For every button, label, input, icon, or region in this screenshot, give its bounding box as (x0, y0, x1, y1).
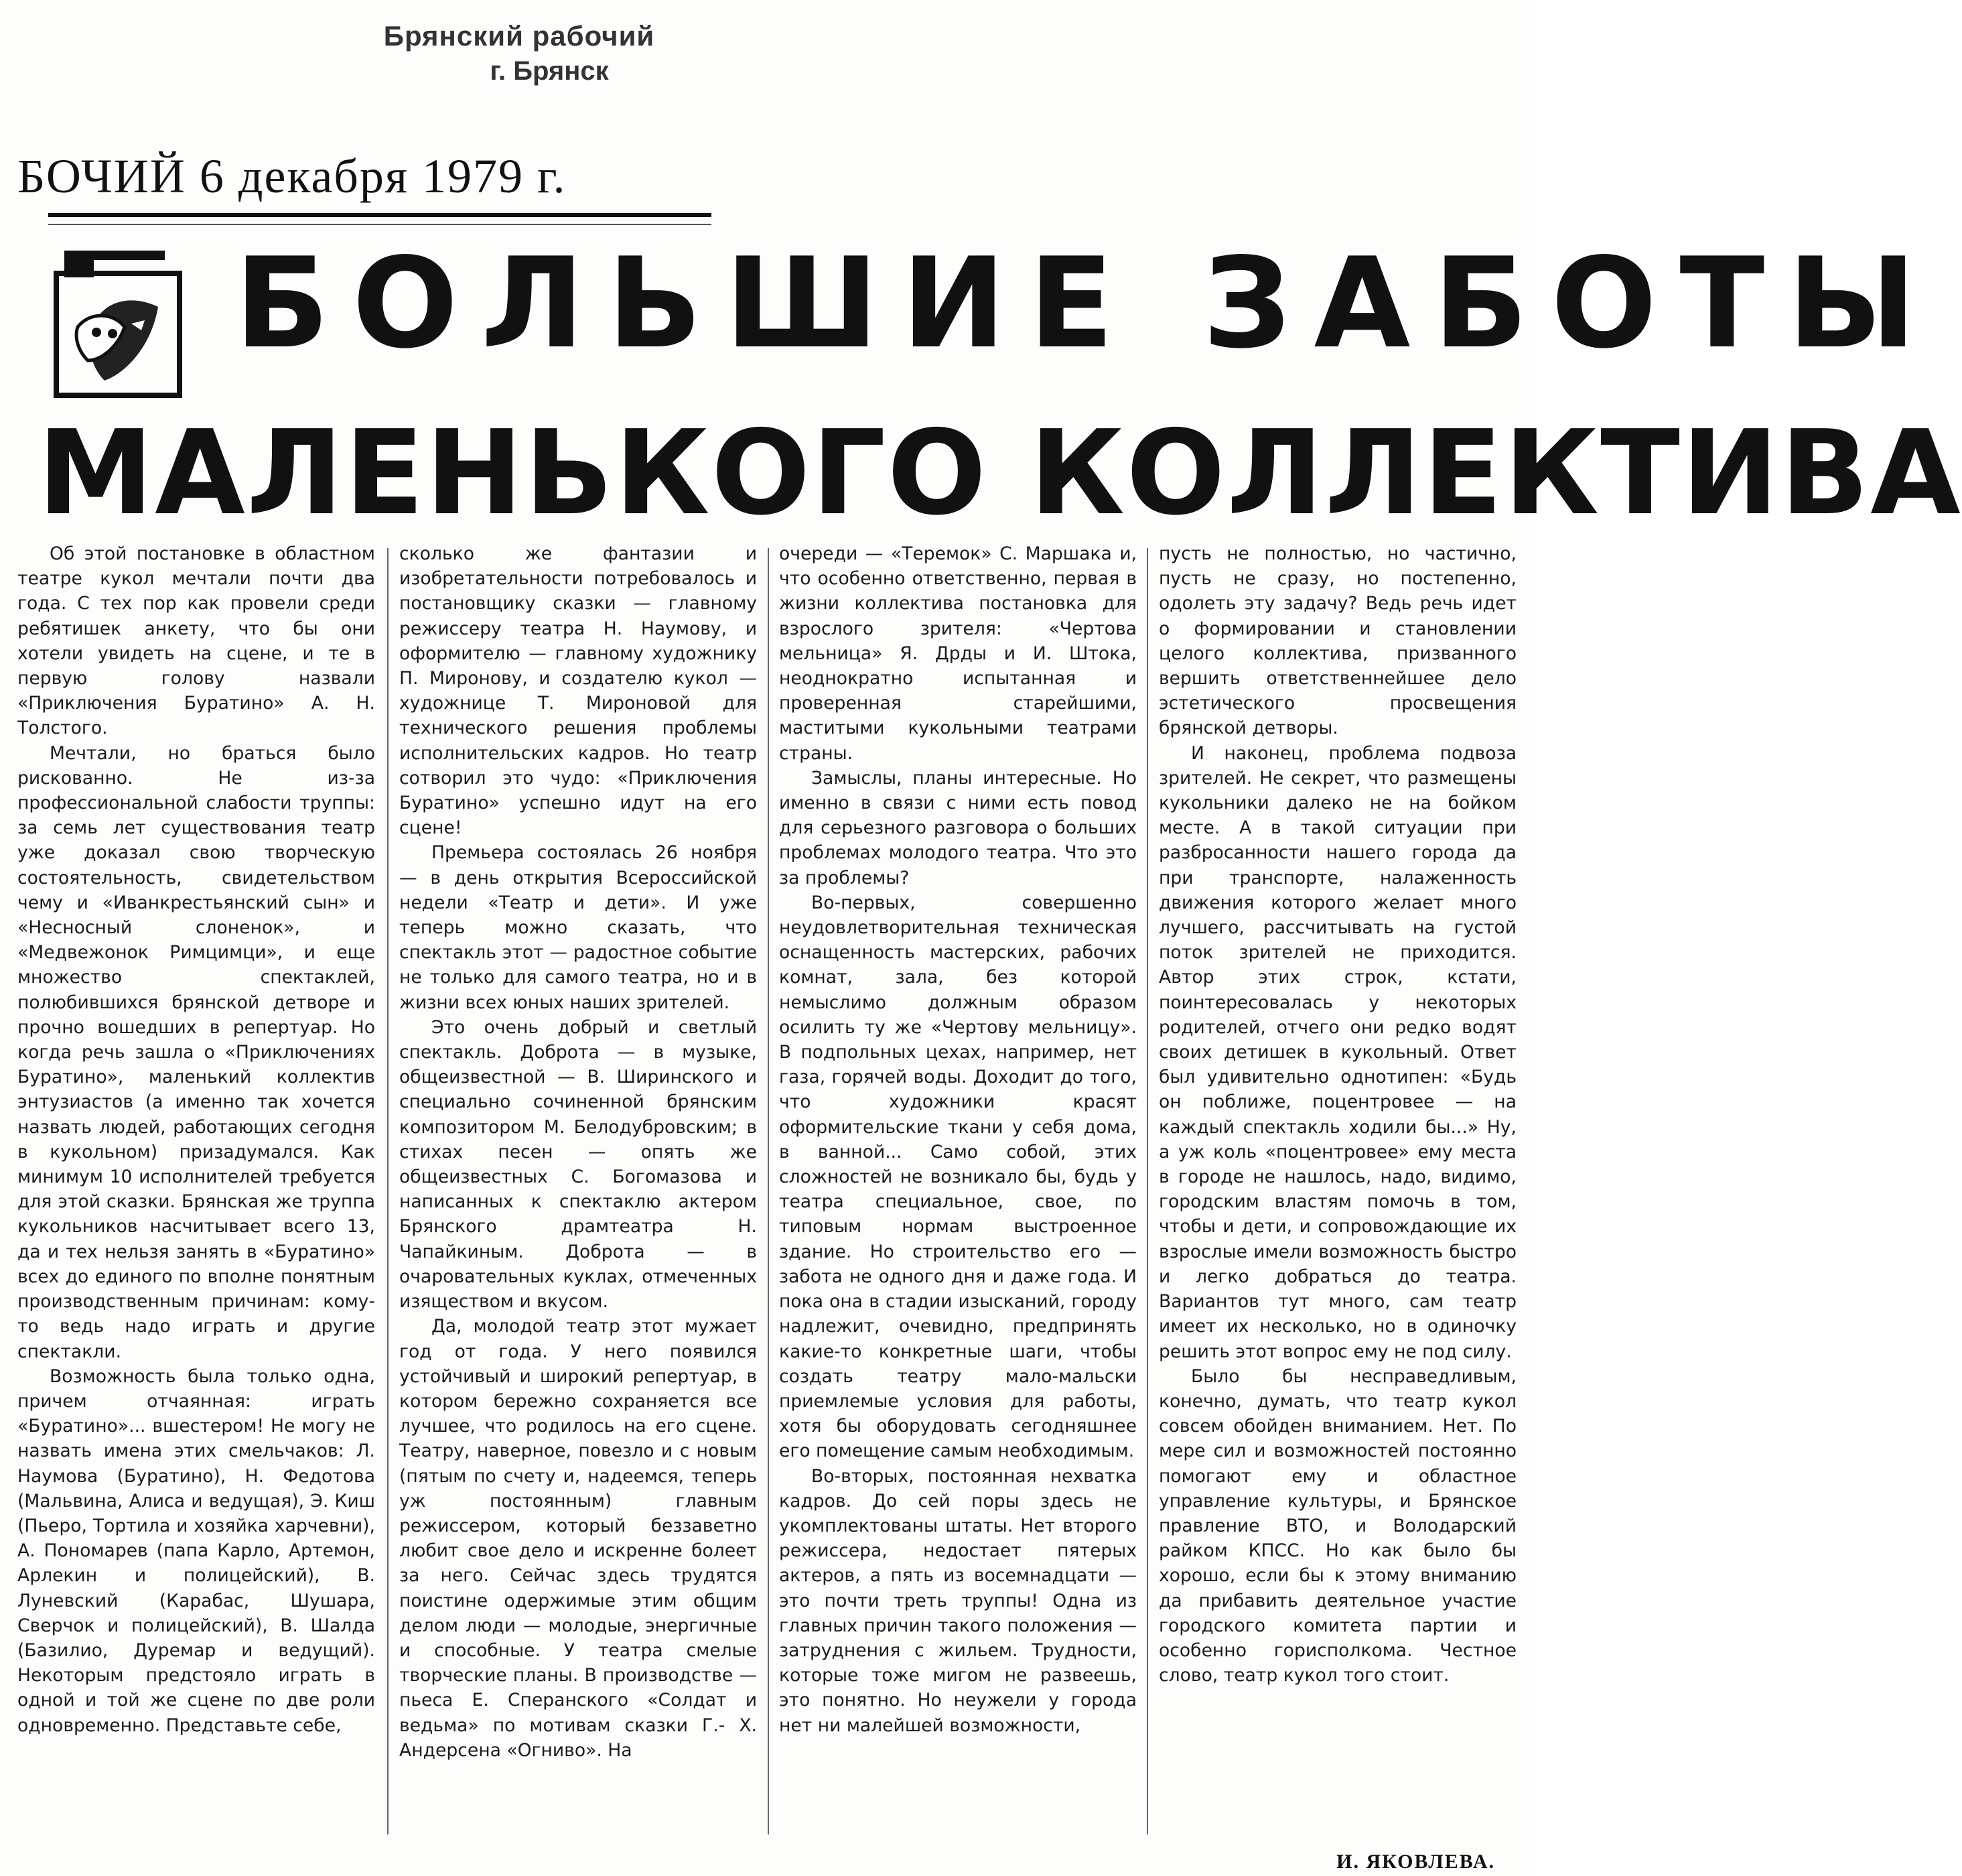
theatre-mask-icon (51, 247, 185, 401)
paragraph: пусть не полностью, но частично, пусть не сразу, но постепенно, одолеть эту задачу? Ведь речь идет о формировании и становлении целого коллектива, призванного вершить ответственнейшее дело эстетического просвещения брянской детворы. (1159, 543, 1517, 739)
article-column-4 (1159, 541, 1517, 1688)
paragraph: Возможность была только одна, причем отчаянная: играть «Буратино»... вшестером! Не могу не назвать имена этих смельчаков: Л. Наумова (Буратино), Н. Федотова (Мальвина, Алиса и ведущая), Э. Киш (Пьеро, Тортила и хозяйка харчевни), А. Пономарев (папа Карло, Артемон, Арлекин и полицейский), В. Луневский (Карабас, Шушара, Сверчок и полицейский), В. Шалда (Базилио, Дуремар и ведущий). Некоторым предстояло играть в одной и той же сцене по две роли одновременно. Представьте себе, (17, 1365, 375, 1736)
library-stamp (362, 20, 677, 86)
article-body (17, 541, 1517, 1814)
stamp-city: г. Брянск (490, 56, 609, 86)
column-divider (387, 548, 389, 1834)
paragraph: И наконец, проблема подвоза зрителей. Не секрет, что размещены кукольники далеко не на бойком месте. А в такой ситуации при разбросанности нашего города да при транспорте, налаженность движения которого желает много лучшего, рассчитывать на густой поток зрителей не приходится. Автор этих строк, кстати, поинтересовалась у некоторых родителей, отчего они редко водят своих детишек в кукольный. Ответ был удивительно однотипен: «Будь он поближе, поцентровее — на каждый спектакль ходили бы...» Ну, а уж коль «поцентровее» ему места в городе не нашлось, надо, видимо, городским властям помочь в том, чтобы и дети, и сопровождающие их взрослые имели возможность быстро и легко добраться до театра. Вариантов тут много, сам театр имеет их несколько, но в одиночку решить этот вопрос ему не под силу. (1159, 742, 1517, 1362)
column-divider (768, 548, 769, 1834)
paragraph: очереди — «Теремок» С. Маршака и, что особенно ответственно, первая в жизни коллектива постановка для взрослого зрителя: «Чертова мельница» Я. Дрды и И. Штока, неоднократно испытанная и проверенная старейшими, маститыми кукольными театрами страны. (779, 543, 1137, 764)
author-signature: И. ЯКОВЛЕВА. (1336, 1851, 1495, 1873)
paragraph: Это очень добрый и светлый спектакль. Доброта — в музыке, общеизвестной — В. Ширинского и специально сочиненной брянским композитором М. Белодубровским; в стихах песен — опять же общеизвестных С. Богомазова и написанных к спектаклю актером Брянского драмтеатра Н. Чапайкиным. Доброта — в очаровательных куклах, отмеченных изяществом и вкусом. (399, 1016, 757, 1313)
headline-line-1: БОЛЬШИЕ ЗАБОТЫ (234, 230, 1939, 376)
paragraph: Об этой постановке в областном театре кукол мечтали почти два года. С тех пор как провели среди ребятишек анкету, что бы они хотели увидеть на сцене, и те в первую голову назвали «Приключения Буратино» А. Н. Толстого. (17, 543, 375, 739)
masthead-date: БОЧИЙ 6 декабря 1979 г. (17, 149, 567, 203)
paragraph: Во-вторых, постоянная нехватка кадров. До сей поры здесь не укомплектованы штаты. Нет второго режиссера, недостает пятерых актеров, а пять из восемнадцати — это почти треть труппы! Одна из главных причин такого положения — затруднения с жильем. Трудности, которые тоже мигом не развеешь, это понятно. Но неужели у города нет ни малейшей возможности, (779, 1465, 1137, 1736)
article-column-2 (399, 541, 757, 1763)
paragraph: Мечтали, но браться было рискованно. Не из-за профессиональной слабости труппы: за семь лет существования театр уже доказал свою творческую состоятельность, свидетельством чему и «Иванкрестьянский сын» и «Несносный слоненок», и «Медвежонок Римцимци», и еще множество спектаклей, полюбившихся брянской детворе и прочно вошедших в репертуар. Но когда речь зашла о «Приключениях Буратино», маленький коллектив энтузиастов (а именно так хочется назвать людей, работающих сегодня в кукольном) призадумался. Как минимум 10 исполнителей требуется для этой сказки. Брянская же труппа кукольников насчитывает всего 13, да и тех нельзя занять в «Буратино» всех до единого по вполне понятным производственным причинам: кому-то ведь надо играть и другие спектакли. (17, 742, 375, 1362)
article-column-3 (779, 541, 1137, 1738)
paragraph: сколько же фантазии и изобретательности потребовалось и постановщику сказки — главному режиссеру театра Н. Наумову, и оформителю — главному художнику П. Миронову, и создателю кукол — художнице Т. Мироновой для технического решения проблемы исполнительских кадров. Но театр сотворил это чудо: «Приключения Буратино» успешно идут на его сцене! (399, 543, 757, 839)
paragraph: Замыслы, планы интересные. Но именно в связи с ними есть повод для серьезного разговора о больших проблемах молодого театра. Что это за проблемы? (779, 767, 1137, 888)
paragraph: Да, молодой театр этот мужает год от года. У него появился устойчивый и широкий репертуар, в котором бережно сохраняется все лучшее, что родилось на его сцене. Театру, наверное, повезло и с новым (пятым по счету и, надеемся, теперь уж постоянным) главным режиссером, который беззаветно любит свое дело и искренне болеет за него. Сейчас здесь трудятся поистине одержимые этим общим делом люди — молодые, энергичные и способные. У театра смелые творческие планы. В производстве — пьеса Е. Сперанского «Солдат и ведьма» по мотивам сказки Г.- Х. Андерсена «Огниво». На (399, 1316, 757, 1761)
paragraph: Было бы несправедливым, конечно, думать, что театр кукол совсем обойден вниманием. Нет. По мере сил и возможностей постоянно помогают ему и областное управление культуры, и Брянское правление ВТО, и Володарский райком КПСС. Но как было бы хорошо, если бы к этому вниманию да прибавить деятельное участие городского комитета партии и особенно горисполкома. Честное слово, театр кукол того стоит. (1159, 1365, 1517, 1686)
masthead-rule (48, 213, 711, 217)
paragraph: Во-первых, совершенно неудовлетворительная техническая оснащенность мастерских, рабочих комнат, зала, без которой немыслимо должным образом осилить ту же «Чертову мельницу». В подпольных цехах, например, нет газа, горячей воды. Доходит до того, что художники красят оформительские ткани у себя дома, в ванной... Само собой, этих сложностей не возникало бы, будь у театра специальное, свое, по типовым нормам выстроенное здание. Но строительство его — забота не одного дня и даже года. И пока она в стадии изысканий, городу надлежит, очевидно, предпринять какие-то конкретные шаги, чтобы создать театру мало-мальски приемлемые условия для работы, хотя бы оборудовать сегодняшнее его помещение самым необходимым. (779, 892, 1137, 1462)
stamp-newspaper-name: Брянский рабочий (383, 20, 655, 52)
column-divider (1147, 548, 1148, 1834)
headline-line-2: МАЛЕНЬКОГО КОЛЛЕКТИВА (38, 405, 1962, 541)
article-column-1 (17, 541, 375, 1738)
paragraph: Премьера состоялась 26 ноября — в день открытия Всероссийской недели «Театр и дети». И уже теперь можно сказать, что спектакль этот — радостное событие не только для самого театра, но и в жизни всех юных наших зрителей. (399, 842, 757, 1013)
masthead-rule-thin (48, 224, 711, 225)
